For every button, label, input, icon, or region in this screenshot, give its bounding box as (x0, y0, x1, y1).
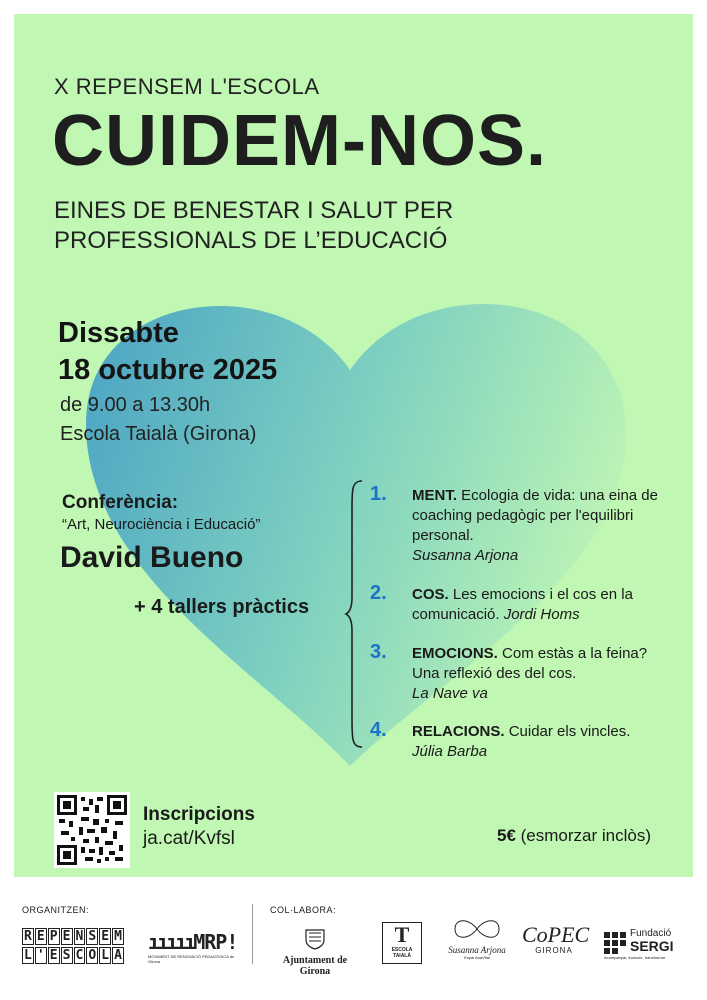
sergi-line1: Fundació (630, 928, 672, 939)
qr-code-icon[interactable] (54, 792, 130, 868)
workshop-item (370, 719, 670, 762)
repensem-letter: O (86, 947, 98, 964)
repensem-line1 (22, 928, 124, 945)
workshop-author: Jordi Homs (503, 606, 580, 623)
squares-icon (604, 932, 626, 954)
workshops-label: + 4 tallers pràctics (134, 596, 310, 618)
repensem-letter: E (99, 928, 111, 945)
repensem-letter: P (48, 928, 60, 945)
workshop-title: MENT. (412, 487, 457, 504)
ajuntament-text: Ajuntament de Girona (282, 955, 348, 977)
price-note: (esmorzar inclòs) (520, 826, 651, 845)
repensem-letter: ' (35, 947, 47, 964)
workshop-number: 2. (370, 582, 387, 604)
mrp-logo: ıııııMRP! MOVIMENT DE RENOVACIÓ PEDAGÒGICA de Girona (148, 930, 238, 964)
speaker-name: David Bueno (60, 541, 244, 574)
repensem-letter: M (112, 928, 124, 945)
price-value: 5€ (496, 826, 516, 845)
workshop-text: Ecologia de vida: una eina de coaching pedagògic per l'equilibri personal. (412, 487, 658, 544)
sergi-tagline: Acompanyar, incloure, transformar (604, 955, 666, 960)
footer-divider (252, 904, 253, 964)
subtitle-line2: PROFESSIONALS DE L’EDUCACIÓ (54, 227, 448, 254)
workshop-title: RELACIONS. (412, 723, 505, 740)
workshop-author: La Nave va (412, 685, 488, 702)
subtitle-line1: EINES DE BENESTAR I SALUT PER (54, 197, 454, 224)
susanna-name: Susanna Arjona (448, 945, 506, 955)
copec-caption: GIRONA (535, 946, 573, 955)
workshop-text: Com estàs a la feina? Una reflexió des del cos. (412, 645, 648, 682)
shield-icon (304, 928, 326, 950)
workshop-item (370, 582, 670, 625)
mrp-caption: MOVIMENT DE RENOVACIÓ PEDAGÒGICA de Girona (148, 954, 235, 964)
registration-link[interactable]: ja.cat/Kvfsl (143, 828, 235, 849)
workshop-item (370, 641, 670, 704)
event-place: Escola Taialà (Girona) (60, 423, 257, 445)
copec-text: CoPEC (522, 922, 590, 947)
taiala-caption: ESCOLA TAIALÀ (391, 947, 413, 959)
price (497, 826, 651, 846)
workshop-item (370, 483, 670, 566)
susanna-caption: Espai AnaVital (464, 955, 490, 960)
organizers-label: ORGANITZEN: (22, 905, 90, 915)
page-title: CUIDEM-NOS. (52, 101, 547, 181)
edition-label: X REPENSEM L'ESCOLA (54, 74, 320, 99)
mrp-text: MRP! (193, 930, 238, 954)
event-time: de 9.00 a 13.30h (60, 394, 211, 416)
infinity-icon (447, 918, 507, 940)
repensem-letter: S (61, 947, 73, 964)
poster (14, 14, 693, 877)
workshop-title: COS. (412, 586, 449, 603)
event-date: 18 octubre 2025 (58, 354, 278, 386)
workshop-text: Cuidar els vincles. (508, 723, 631, 740)
workshop-author: Júlia Barba (412, 743, 488, 760)
taiala-logo: T ESCOLA TAIALÀ (382, 922, 422, 964)
repensem-letter: R (22, 928, 34, 945)
repensem-letter: E (48, 947, 60, 964)
workshop-number: 4. (370, 719, 387, 741)
sergi-line2: SERGI (630, 938, 674, 954)
workshop-number: 1. (370, 483, 387, 505)
repensem-logo (22, 928, 124, 966)
repensem-line2 (22, 947, 124, 964)
workshop-title: EMOCIONS. (412, 645, 498, 662)
workshop-number: 3. (370, 641, 387, 663)
repensem-letter: S (86, 928, 98, 945)
repensem-letter: L (22, 947, 34, 964)
repensem-letter: L (99, 947, 111, 964)
brace-icon (344, 479, 366, 749)
repensem-letter: E (61, 928, 73, 945)
subtitle (54, 196, 453, 256)
susanna-logo (442, 918, 512, 960)
conference-title: “Art, Neurociència i Educació” (62, 516, 261, 533)
repensem-letter: C (74, 947, 86, 964)
repensem-letter: E (35, 928, 47, 945)
registration-label: Inscripcions (143, 804, 255, 825)
copec-logo (522, 922, 590, 955)
ajuntament-logo (270, 928, 360, 977)
workshop-author: Susanna Arjona (412, 547, 519, 564)
conference-label: Conferència: (62, 492, 179, 513)
repensem-letter: A (112, 947, 124, 964)
repensem-letter: N (74, 928, 86, 945)
collaborators-label: COL·LABORA: (270, 905, 337, 915)
workshop-text: Les emocions i el cos en la comunicació. (412, 586, 633, 623)
event-day: Dissabte (58, 317, 179, 349)
